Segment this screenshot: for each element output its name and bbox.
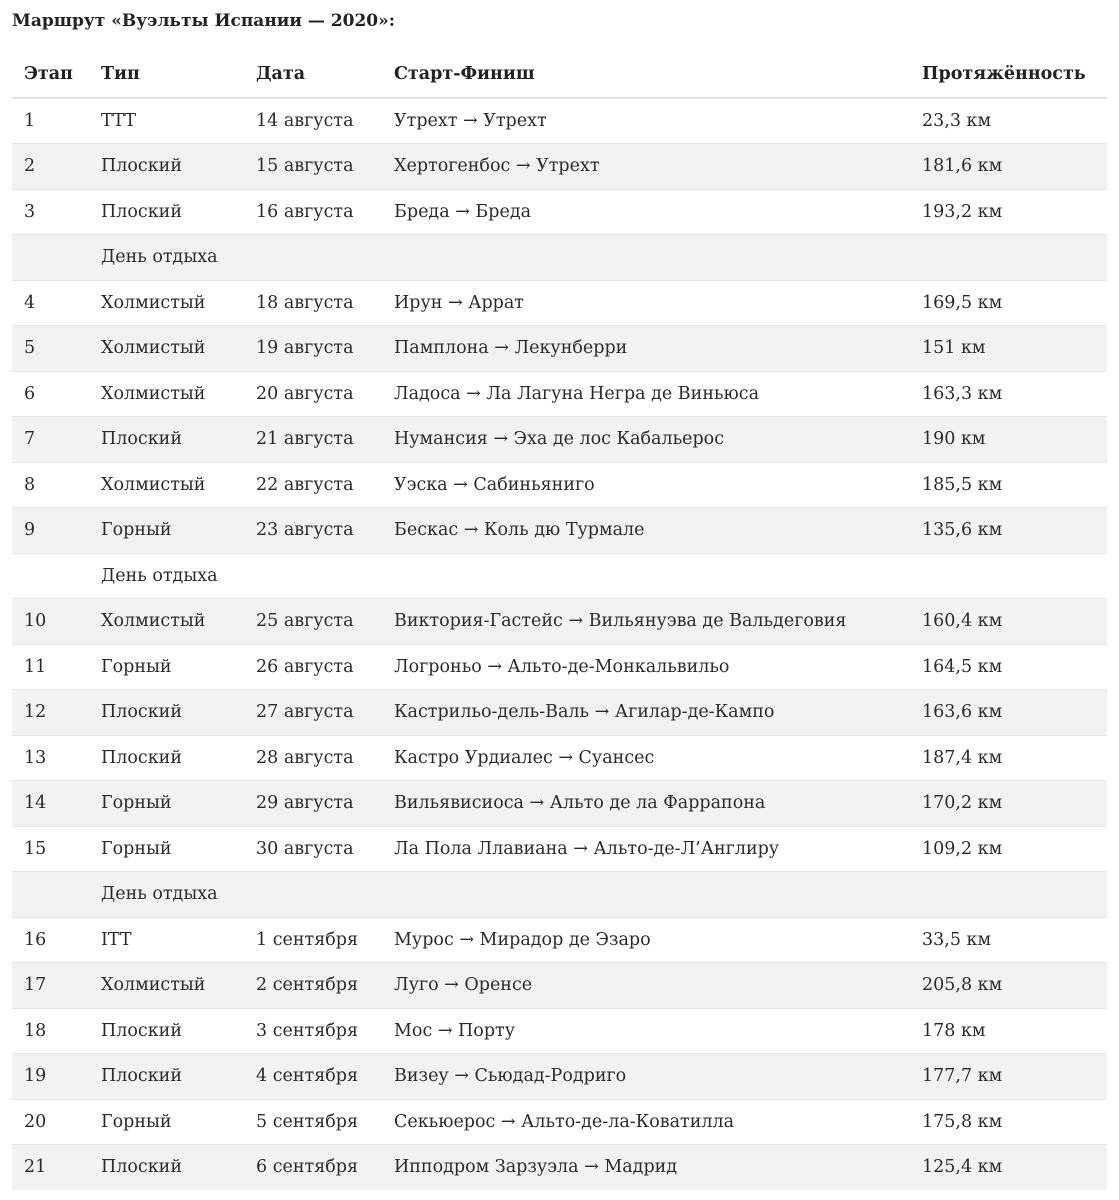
cell-type: Плоский	[101, 1020, 182, 1041]
cell-stage: 2	[24, 156, 36, 177]
cell-stage: 14	[24, 793, 47, 814]
cell-stage: 18	[24, 1020, 47, 1041]
table-row	[12, 1053, 1107, 1099]
cell-stage: 19	[24, 1066, 47, 1087]
table-body	[12, 98, 1107, 1190]
cell-type: Холмистый	[101, 383, 206, 404]
cell-type: День отдыха	[101, 247, 218, 268]
cell-stage: 7	[24, 429, 36, 450]
cell-date: 16 августа	[256, 201, 354, 222]
cell-route: Ла Пола Ллавиана → Альто-де-Л’Англиру	[394, 838, 780, 859]
cell-stage: 16	[24, 929, 47, 950]
cell-stage: 5	[24, 338, 36, 359]
cell-date: 18 августа	[256, 292, 354, 313]
cell-route: Уэска → Сабиньяниго	[394, 474, 595, 495]
cell-stage: 8	[24, 474, 36, 495]
header-distance: Протяжённость	[922, 64, 1086, 85]
cell-date: 21 августа	[256, 429, 354, 450]
cell-distance: 109,2 км	[922, 838, 1003, 859]
cell-type: Плоский	[101, 1066, 182, 1087]
cell-distance: 187,4 км	[922, 747, 1003, 768]
cell-date: 29 августа	[256, 793, 354, 814]
cell-type: Плоский	[101, 201, 182, 222]
cell-type: Плоский	[101, 747, 182, 768]
header-stage: Этап	[24, 64, 73, 85]
cell-route: Луго → Оренсе	[394, 975, 533, 996]
cell-route: Кастрильо-дель-Валь → Агилар-де-Кампо	[394, 702, 775, 723]
table-caption: Маршрут «Вуэльты Испании — 2020»:	[12, 11, 396, 31]
cell-date: 30 августа	[256, 838, 354, 859]
cell-route: Бескас → Коль дю Турмале	[394, 520, 645, 541]
cell-route: Кастро Урдиалес → Суансес	[394, 747, 655, 768]
cell-distance: 163,6 км	[922, 702, 1003, 723]
cell-distance: 178 км	[922, 1020, 986, 1041]
cell-route: Утрехт → Утрехт	[394, 110, 547, 131]
table-row	[12, 780, 1107, 826]
cell-stage: 17	[24, 975, 47, 996]
cell-stage: 10	[24, 611, 47, 632]
cell-route: Визеу → Сьюдад-Родриго	[394, 1066, 627, 1087]
cell-distance: 164,5 км	[922, 656, 1003, 677]
cell-date: 15 августа	[256, 156, 354, 177]
table-row	[12, 1099, 1107, 1145]
rest-day-row	[12, 871, 1107, 917]
cell-route: Логроньо → Альто-де-Монкальвильо	[394, 656, 730, 677]
cell-stage: 13	[24, 747, 47, 768]
cell-distance: 160,4 км	[922, 611, 1003, 632]
route-table	[12, 52, 1107, 1190]
cell-type: Горный	[101, 520, 172, 541]
cell-distance: 170,2 км	[922, 793, 1003, 814]
table-row	[12, 189, 1107, 235]
cell-type: Холмистый	[101, 292, 206, 313]
cell-stage: 4	[24, 292, 36, 313]
cell-stage: 12	[24, 702, 47, 723]
cell-route: Нумансия → Эха де лос Кабальерос	[394, 429, 725, 450]
cell-type: Плоский	[101, 702, 182, 723]
table-row	[12, 325, 1107, 371]
header-type: Тип	[101, 64, 140, 85]
header-route: Старт-Финиш	[394, 64, 535, 85]
cell-type: Горный	[101, 793, 172, 814]
cell-distance: 169,5 км	[922, 292, 1003, 313]
cell-date: 3 сентября	[256, 1020, 359, 1041]
cell-route: Вильявисиоса → Альто де ла Фаррапона	[394, 793, 766, 814]
cell-route: Ипподром Зарзуэла → Мадрид	[394, 1157, 678, 1178]
cell-stage: 9	[24, 520, 36, 541]
cell-route: Мос → Порту	[394, 1020, 516, 1041]
cell-type: Холмистый	[101, 611, 206, 632]
cell-distance: 181,6 км	[922, 156, 1003, 177]
table-row	[12, 1144, 1107, 1190]
cell-distance: 135,6 км	[922, 520, 1003, 541]
table-row	[12, 416, 1107, 462]
cell-distance: 185,5 км	[922, 474, 1003, 495]
cell-type: Плоский	[101, 156, 182, 177]
table-row	[12, 143, 1107, 189]
cell-date: 22 августа	[256, 474, 354, 495]
cell-date: 2 сентября	[256, 975, 359, 996]
cell-route: Мурос → Мирадор де Эзаро	[394, 929, 651, 950]
cell-type: Горный	[101, 838, 172, 859]
cell-stage: 3	[24, 201, 36, 222]
cell-type: День отдыха	[101, 884, 218, 905]
cell-type: Горный	[101, 656, 172, 677]
cell-date: 20 августа	[256, 383, 354, 404]
cell-distance: 190 км	[922, 429, 986, 450]
cell-type: ITT	[101, 929, 132, 950]
table-row	[12, 962, 1107, 1008]
cell-stage: 11	[24, 656, 47, 677]
cell-stage: 6	[24, 383, 36, 404]
cell-type: Холмистый	[101, 474, 206, 495]
cell-stage: 21	[24, 1157, 47, 1178]
rest-day-row	[12, 553, 1107, 599]
table-row	[12, 371, 1107, 417]
table-row	[12, 462, 1107, 508]
table-row	[12, 1008, 1107, 1054]
table-row	[12, 598, 1107, 644]
cell-distance: 175,8 км	[922, 1111, 1003, 1132]
cell-date: 19 августа	[256, 338, 354, 359]
cell-distance: 163,3 км	[922, 383, 1003, 404]
table-row	[12, 917, 1107, 963]
cell-stage: 20	[24, 1111, 47, 1132]
cell-date: 27 августа	[256, 702, 354, 723]
header-date: Дата	[256, 64, 306, 85]
cell-distance: 205,8 км	[922, 975, 1003, 996]
table-row	[12, 507, 1107, 553]
table-header-row	[12, 52, 1107, 98]
cell-route: Виктория-Гастейс → Вильянуэва де Вальдеговия	[394, 611, 847, 632]
cell-type: ТТТ	[101, 110, 137, 131]
table-row	[12, 689, 1107, 735]
cell-date: 6 сентября	[256, 1157, 359, 1178]
table-row	[12, 280, 1107, 326]
cell-type: Холмистый	[101, 975, 206, 996]
cell-date: 28 августа	[256, 747, 354, 768]
cell-distance: 177,7 км	[922, 1066, 1003, 1087]
cell-stage: 1	[24, 110, 36, 131]
cell-route: Ладоса → Ла Лагуна Негра де Виньюса	[394, 383, 759, 404]
cell-date: 5 сентября	[256, 1111, 359, 1132]
cell-distance: 193,2 км	[922, 201, 1003, 222]
table-row	[12, 644, 1107, 690]
cell-date: 26 августа	[256, 656, 354, 677]
cell-distance: 151 км	[922, 338, 986, 359]
cell-type: Плоский	[101, 1157, 182, 1178]
rest-day-row	[12, 234, 1107, 280]
cell-date: 4 сентября	[256, 1066, 359, 1087]
cell-route: Секьюерос → Альто-де-ла-Коватилла	[394, 1111, 735, 1132]
cell-date: 14 августа	[256, 110, 354, 131]
cell-type: Плоский	[101, 429, 182, 450]
cell-type: День отдыха	[101, 565, 218, 586]
table-row	[12, 98, 1107, 144]
cell-date: 23 августа	[256, 520, 354, 541]
table-row	[12, 735, 1107, 781]
cell-type: Холмистый	[101, 338, 206, 359]
cell-date: 25 августа	[256, 611, 354, 632]
cell-distance: 33,5 км	[922, 929, 992, 950]
cell-distance: 125,4 км	[922, 1157, 1003, 1178]
table-row	[12, 826, 1107, 872]
cell-distance: 23,3 км	[922, 110, 992, 131]
cell-route: Бреда → Бреда	[394, 201, 532, 222]
cell-stage: 15	[24, 838, 47, 859]
cell-route: Памплона → Лекунберри	[394, 338, 628, 359]
cell-type: Горный	[101, 1111, 172, 1132]
cell-route: Ирун → Аррат	[394, 292, 524, 313]
cell-date: 1 сентября	[256, 929, 359, 950]
cell-route: Хертогенбос → Утрехт	[394, 156, 600, 177]
